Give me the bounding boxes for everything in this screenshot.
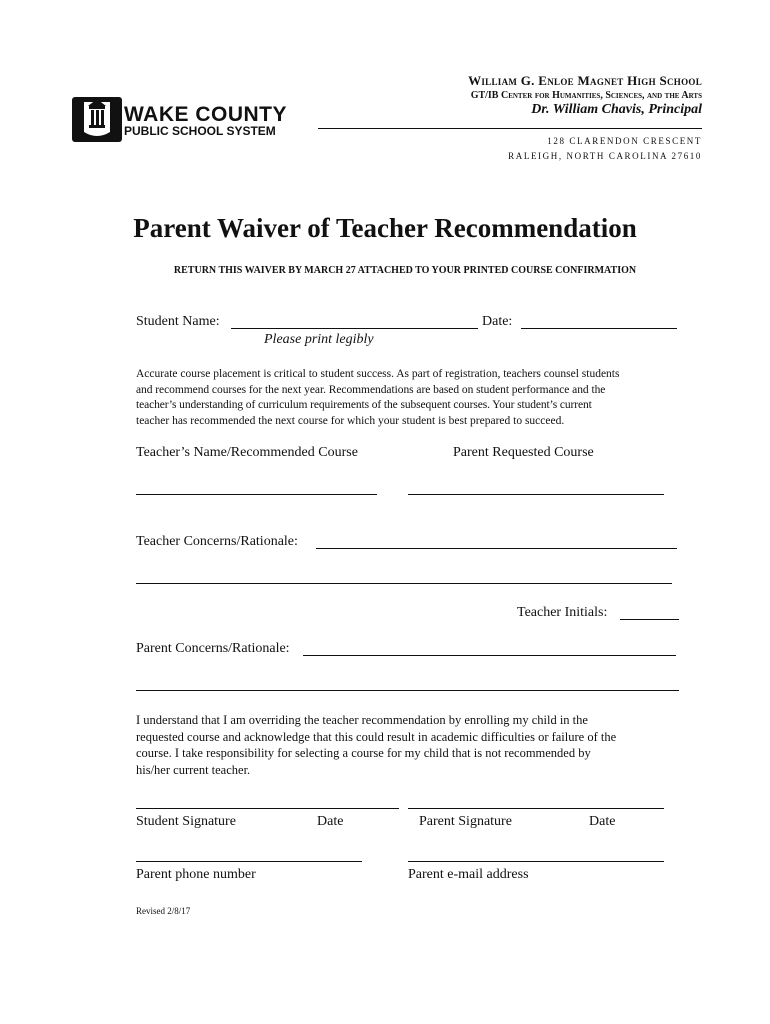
date-label: Date:: [482, 314, 513, 329]
form-title: Parent Waiver of Teacher Recommendation: [133, 213, 637, 243]
header-divider: [318, 128, 702, 129]
teacher-course-label: Teacher’s Name/Recommended Course: [136, 445, 358, 460]
principal-name: Dr. William Chavis, Principal: [531, 102, 702, 117]
acknowledgment-paragraph: [136, 712, 696, 778]
parent-course-label: Parent Requested Course: [453, 445, 594, 460]
parent-concerns-label: Parent Concerns/Rationale:: [136, 641, 290, 656]
teacher-concerns-label: Teacher Concerns/Rationale:: [136, 534, 298, 549]
student-date-label: Date: [317, 814, 344, 829]
parent-course-field[interactable]: [408, 494, 664, 495]
form-subtitle: RETURN THIS WAIVER BY MARCH 27 ATTACHED TO YOUR PRINTED COURSE CONFIRMATION: [173, 265, 637, 276]
parent-concerns-field[interactable]: [303, 655, 676, 656]
print-note: Please print legibly: [264, 332, 374, 347]
revised-date: Revised 2/8/17: [136, 906, 191, 916]
parent-concerns-field-2[interactable]: [136, 690, 679, 691]
parent-phone-field[interactable]: [136, 861, 362, 862]
address-street: 128 CLARENDON CRESCENT: [547, 136, 702, 146]
teacher-initials-label: Teacher Initials:: [517, 605, 608, 620]
intro-line: Accurate course placement is critical to student success. As part of registration, teachers counsel students: [136, 368, 620, 380]
parent-email-field[interactable]: [408, 861, 664, 862]
address-city: RALEIGH, NORTH CAROLINA 27610: [508, 151, 702, 161]
acknowledgment-line: requested course and acknowledge that this could result in academic difficulties or failure of the: [136, 729, 617, 744]
date-field[interactable]: [521, 328, 677, 329]
acknowledgment-line: course. I take responsibility for selecting a course for my child that is not recommended by: [136, 746, 591, 760]
student-name-field[interactable]: [231, 328, 478, 329]
intro-line: teacher’s understanding of curriculum requirements of the subsequent courses. Your student’s current: [136, 399, 592, 411]
district-name: WAKE COUNTY: [124, 103, 287, 126]
district-subtitle: PUBLIC SCHOOL SYSTEM: [124, 124, 276, 138]
teacher-concerns-field[interactable]: [316, 548, 677, 549]
intro-line: teacher has recommended the next course for which your student is best prepared to succeed.: [136, 414, 565, 427]
teacher-initials-field[interactable]: [620, 619, 679, 620]
school-program: GT/IB Center for Humanities, Sciences, and the Arts: [470, 90, 702, 101]
parent-signature-field[interactable]: [408, 808, 664, 809]
school-name: William G. Enloe Magnet High School: [468, 73, 702, 88]
parent-date-label: Date: [589, 814, 616, 829]
student-signature-field[interactable]: [136, 808, 399, 809]
acknowledgment-line: his/her current teacher.: [136, 762, 251, 777]
teacher-concerns-field-2[interactable]: [136, 583, 672, 584]
parent-signature-label: Parent Signature: [419, 814, 512, 829]
teacher-course-field[interactable]: [136, 494, 377, 495]
parent-email-label: Parent e-mail address: [408, 867, 529, 882]
intro-line: and recommend courses for the next year. Recommendations are based on student performance and the: [136, 383, 606, 396]
student-name-label: Student Name:: [136, 314, 220, 329]
student-signature-label: Student Signature: [136, 814, 236, 829]
intro-paragraph: [136, 367, 696, 429]
parent-phone-label: Parent phone number: [136, 867, 256, 882]
wake-county-logo: [72, 92, 122, 142]
acknowledgment-line: I understand that I am overriding the teacher recommendation by enrolling my child in the: [136, 713, 588, 727]
